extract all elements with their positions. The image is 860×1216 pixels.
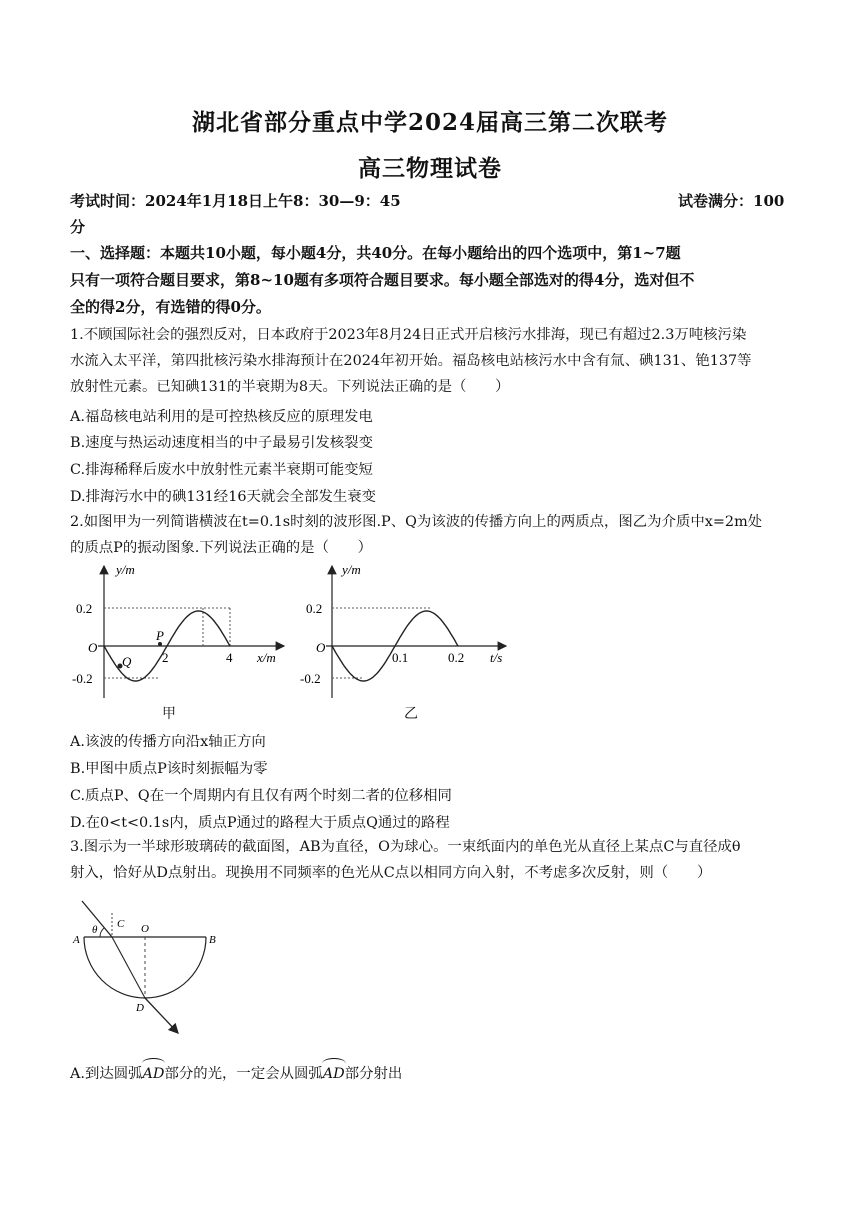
label-d: D [136,1002,144,1014]
q1-option-b: B.速度与热运动速度相当的中子最易引发核裂变 [70,435,373,451]
q1-stem-line-1: 1.不顾国际社会的强烈反对，日本政府于2023年8月24日正式开启核污水排海，现已有超过2.3万吨核污染 [70,327,747,343]
q2-option-c: C.质点P、Q在一个周期内有且仅有两个时刻二者的位移相同 [70,788,452,804]
label-c: C [117,918,125,930]
exam-subtitle: 高三物理试卷 [358,155,502,182]
hemisphere-figure [70,893,230,1043]
q3-option-a-pre: A.到达圆弧 [70,1066,143,1082]
q1-stem-line-3: 放射性元素。已知碘131的半衰期为8天。下列说法正确的是（ ） [70,379,510,395]
ytick-bottom-a: -0.2 [72,671,93,686]
label-theta: θ [92,924,98,936]
xtick-2: 2 [162,650,169,665]
label-q: Q [122,654,132,669]
q1-option-d: D.排海污水中的碘131经16天就会全部发生衰变 [70,489,377,505]
q2-option-d: D.在0<t<0.1s内，质点P通过的路程大于质点Q通过的路程 [70,815,450,831]
caption-b: 乙 [404,706,418,722]
xtick-0.1: 0.1 [392,650,409,665]
q2-option-a: A.该波的传播方向沿x轴正方向 [70,734,266,750]
q3-stem-line-1: 3.图示为一半球形玻璃砖的截面图，AB为直径，O为球心。一束纸面内的单色光从直径上某点C与直径成θ [70,839,741,855]
q3-option-a-mid: 部分的光，一定会从圆弧 [164,1066,323,1082]
ytick-bottom-b: -0.2 [300,671,321,686]
q2-stem-line-2: 的质点P的振动图象.下列说法正确的是（ ） [70,540,373,556]
arc-ad-symbol: AD [142,1066,165,1082]
xlabel-a: x/m [257,650,276,665]
ylabel-b: y/m [342,562,361,577]
full-score: 试卷满分：100 [678,192,785,210]
q1-stem-line-2: 水流入太平洋，第四批核污染水排海预计在2024年初开始。福岛核电站核污水中含有氚、碘131、铯137等 [70,353,752,369]
q2-option-b: B.甲图中质点P该时刻振幅为零 [70,761,268,777]
exam-title: 湖北省部分重点中学2024届高三第二次联考 [191,109,668,136]
theta-arc [100,928,104,937]
full-score-unit: 分 [70,218,86,236]
q3-option-a-post: 部分射出 [344,1066,403,1082]
q1-option-c: C.排海稀释后废水中放射性元素半衰期可能变短 [70,462,373,478]
label-p: P [156,628,164,643]
exam-time: 考试时间：2024年1月18日上午8：30—9：45 [70,192,401,210]
xtick-0.2: 0.2 [448,650,465,665]
xtick-4: 4 [226,650,233,665]
refracted-ray [112,937,145,998]
xlabel-b: t/s [490,650,503,665]
label-a: A [73,934,80,946]
arc-ad-symbol-2: AD [322,1066,345,1082]
caption-a: 甲 [162,706,176,722]
ytick-top-a: 0.2 [76,601,93,616]
ylabel-a: y/m [116,562,135,577]
q3-option-a [70,1062,402,1083]
vibration-graph-b [300,560,520,700]
section-instructions-line-1: 一、选择题：本题共10小题，每小题4分，共40分。在每小题给出的四个选项中，第1~7题 [70,244,681,262]
q2-stem-line-1: 2.如图甲为一列简谐横波在t=0.1s时刻的波形图.P、Q为该波的传播方向上的两质点，图乙为介质中x=2m处 [70,514,763,530]
label-b: B [209,934,216,946]
origin-b: O [316,640,326,655]
section-instructions-line-3: 全的得2分，有选错的得0分。 [70,298,271,316]
q1-option-a: A.福岛核电站利用的是可控热核反应的原理发电 [70,409,373,425]
wave-graph-a [70,560,290,700]
origin-a: O [88,640,98,655]
label-o: O [141,923,149,935]
section-instructions-line-2: 只有一项符合题目要求，第8~10题有多项符合题目要求。每小题全部选对的得4分，选对但不 [70,271,695,289]
exit-ray [145,998,178,1033]
q3-stem-line-2: 射入，恰好从D点射出。现换用不同频率的色光从C点以相同方向入射，不考虑多次反射，则（ ） [70,865,712,881]
ytick-top-b: 0.2 [306,601,323,616]
